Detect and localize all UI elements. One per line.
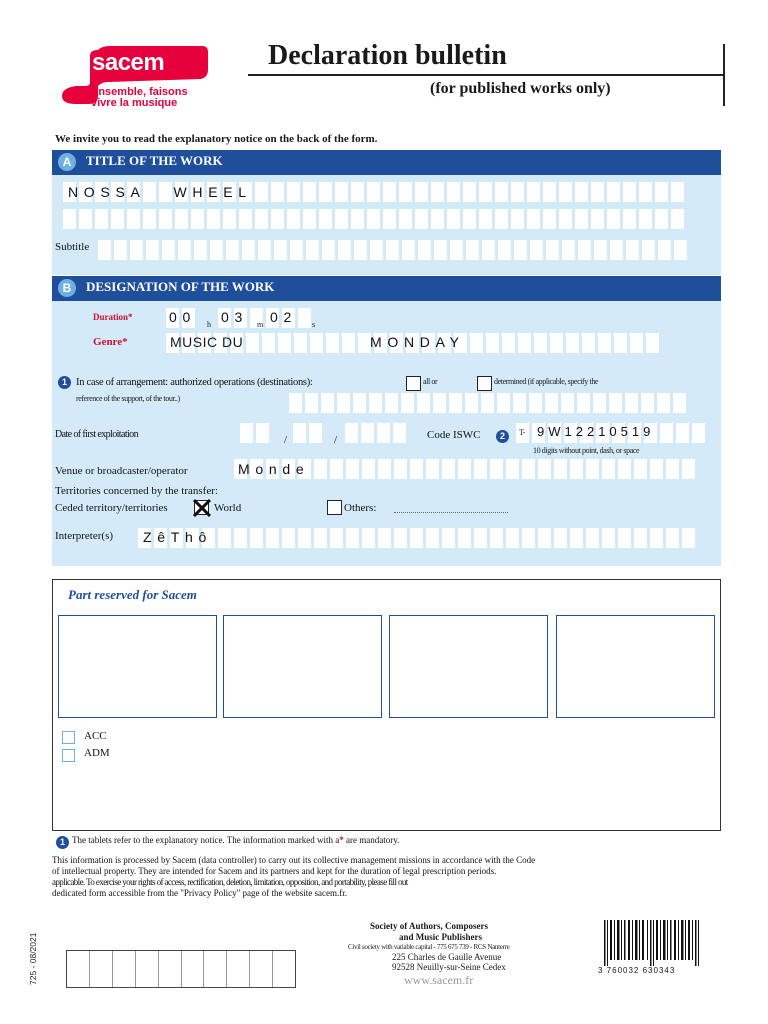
website-link[interactable]: www.sacem.fr (404, 973, 474, 987)
tablets-note-text: are mandatory. (346, 835, 400, 845)
iswc-label: Code ISWC (427, 429, 481, 441)
reserved-title: Part reserved for Sacem (68, 587, 197, 602)
section-b-header (52, 276, 721, 301)
title-underline (248, 74, 724, 76)
duration-h-unit: h (207, 320, 211, 329)
page-subtitle: (for published works only) (430, 80, 611, 97)
section-b-heading: DESIGNATION OF THE WORK (86, 279, 275, 294)
territories-label: Territories concerned by the transfer: (55, 485, 218, 497)
section-a-header (52, 150, 721, 175)
privacy-line: dedicated form accessible from the "Privacy Policy" page of the website sacem.fr. (52, 888, 347, 898)
section-b-panel (52, 276, 721, 566)
form-code: 725 - 08/2021 (28, 932, 38, 985)
reference-label: reference of the support, of the tour..) (76, 394, 180, 403)
subtitle-label: Subtitle (55, 241, 90, 253)
duration-s-unit: s (312, 320, 315, 329)
arrangement-label: In case of arrangement: authorized operations (destinations): (76, 377, 313, 388)
genre-value-2: MONDAY (370, 334, 465, 350)
address-line: 92528 Neuilly-sur-Seine Cedex (392, 962, 506, 972)
title-divider (723, 44, 725, 106)
adm-label: ADM (84, 747, 110, 759)
reserved-box (556, 615, 715, 718)
address-line: 225 Charles de Gaulle Avenue (392, 952, 502, 962)
iswc-hint: 10 digits without point, dash, or space (533, 446, 640, 455)
barcode (598, 920, 710, 968)
privacy-line: of intellectual property. They are intended for Sacem and its partners and kept for the duration of legal prescription periods. (52, 866, 497, 876)
note-1-icon: 1 (58, 376, 71, 389)
ceded-label: Ceded territory/territories (55, 502, 168, 514)
date-day-cells[interactable] (240, 423, 269, 443)
note-2-icon: 2 (496, 430, 509, 443)
society-name: Society of Authors, Composers (370, 921, 488, 931)
logo-wordmark: sacem (92, 49, 165, 76)
civil-info: Civil society with variable capital - 775 675 739 - RCS Nanterre (348, 943, 510, 951)
iswc-value: 9W12210519 (537, 424, 655, 439)
checkmark-icon (190, 496, 214, 520)
reserved-box (58, 615, 217, 718)
world-label: World (214, 502, 242, 514)
reserved-box (389, 615, 548, 718)
genre-label: Genre* (93, 336, 128, 348)
others-dotted-line[interactable] (394, 512, 508, 513)
section-b-letter: B (58, 279, 76, 297)
determined-checkbox[interactable] (477, 376, 492, 391)
title-line-2-cells[interactable] (63, 209, 684, 229)
title-line-1-value: NOSSA WHEEL (68, 184, 252, 200)
duration-m-unit: m (257, 320, 263, 329)
iswc-prefix: T- (519, 428, 526, 437)
mandatory-star: * (339, 835, 344, 845)
page-title: Declaration bulletin (268, 40, 507, 71)
note-1-icon: 1 (56, 836, 69, 849)
duration-minutes-value: 03 (221, 309, 248, 325)
genre-value-1: MUSIC DU (170, 334, 244, 350)
reserved-box (223, 615, 382, 718)
privacy-line: This information is processed by Sacem (data controller) to carry out its collective management missions in accordance with the Code (52, 855, 536, 865)
barcode-number: 3 760032 630343 (598, 966, 676, 975)
duration-seconds-value: 02 (270, 309, 297, 325)
adm-checkbox[interactable] (62, 749, 75, 762)
reference-cells[interactable] (289, 393, 686, 413)
tablets-note (72, 835, 399, 846)
date-month-cells[interactable] (293, 423, 322, 443)
date-label: Date of first exploitation (55, 429, 138, 440)
tablets-note-text: The tablets refer to the explanatory notice. The information marked with a (72, 835, 340, 845)
acc-label: ACC (84, 730, 107, 742)
subtitle-cells[interactable] (98, 240, 687, 260)
duration-label: Duration* (93, 312, 133, 322)
section-a-heading: TITLE OF THE WORK (86, 153, 223, 168)
interpreter-cells[interactable] (138, 528, 695, 548)
interpreter-value: ZêThô (143, 529, 212, 545)
others-checkbox[interactable] (327, 500, 342, 515)
office-use-grid (66, 950, 296, 988)
date-year-cells[interactable] (345, 423, 406, 443)
interpreter-label: Interpreter(s) (55, 530, 114, 542)
others-label: Others: (344, 502, 377, 514)
society-name: and Music Publishers (399, 932, 483, 942)
duration-hours-value: 00 (169, 309, 196, 325)
section-a-letter: A (58, 153, 76, 171)
determined-label: determined (if applicable, specify the (494, 377, 599, 386)
logo-tagline: vivre la musique (91, 97, 178, 109)
privacy-line: applicable. To exercise your rights of access, rectification, deletion, limitation, opposition, and portability, please fill out (52, 877, 408, 887)
venue-value: Monde (238, 461, 310, 477)
logo-tagline: Ensemble, faisons (91, 86, 188, 98)
date-separator: / (334, 434, 338, 446)
venue-label: Venue or broadcaster/operator (55, 465, 188, 477)
all-or-checkbox[interactable] (406, 376, 421, 391)
all-or-label: all or (423, 377, 438, 386)
intro-text: We invite you to read the explanatory notice on the back of the form. (55, 133, 378, 145)
date-separator: / (284, 434, 288, 446)
acc-checkbox[interactable] (62, 731, 75, 744)
